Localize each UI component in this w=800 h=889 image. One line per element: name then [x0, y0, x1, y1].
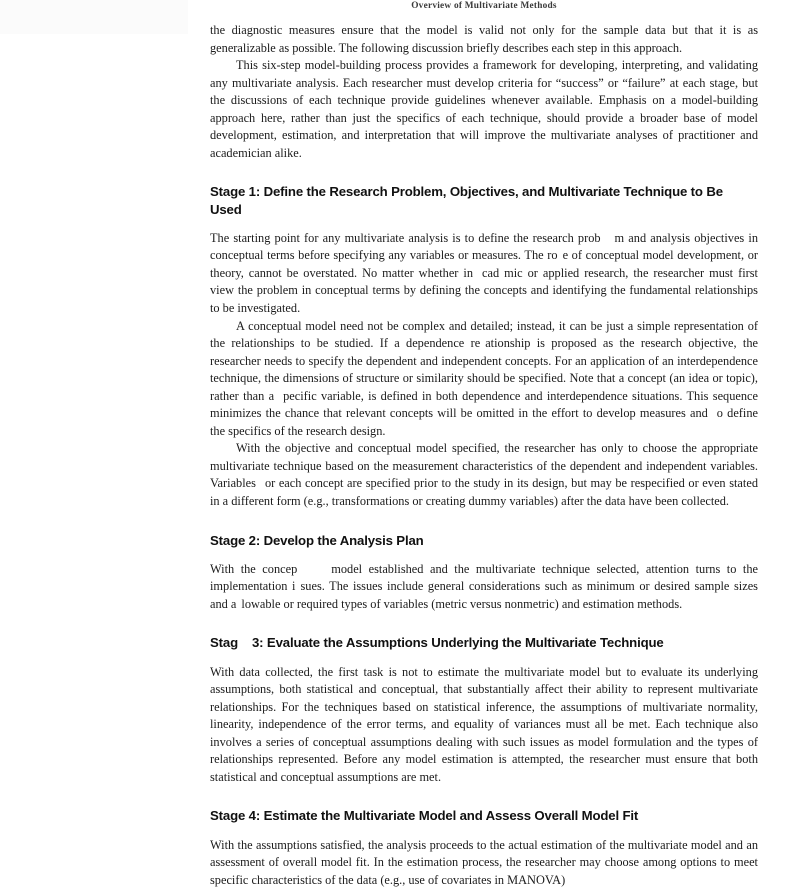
- text-run: With the objective and conceptual model specified, the researcher has only to choose the appropriate multivariate technique based on the measurement characteristics of the dependent and independent variables. Variables: [210, 441, 758, 491]
- heading-text-run: 3: Evaluate the Assumptions Underlying the Multivariate Technique: [251, 635, 664, 651]
- text-run: mic or applied research, the researcher must first view the problem in conceptual terms by defining the concepts and identifying the fundamental relationships to be investigated.: [210, 265, 758, 315]
- text-run: With the concep: [210, 561, 298, 576]
- paragraph-six-step-process: This six-step model-building process provides a framework for developing, interpreting, and validating any multivariate analysis. Each researcher must develop criteria for “success” or “failure” at each stage, but the discussions of each technique provide guidelines whenever available. Emphasis on a model-building approach here, rather than just the specifics of each technique, should provide a broader base of model development, estimation, and interpretation that will improve the multivariate analyses of practitioner and academician alike.: [210, 58, 758, 160]
- paragraph-intro-tail: the diagnostic measures ensure that the model is valid not only for the sample data but that it is as generalizable as possible. The following discussion briefly describes each step in this approach.: [210, 23, 758, 55]
- spacer: [210, 511, 758, 532]
- heading-text-run: Stag: [210, 635, 238, 651]
- text-run: A conceptual model need not be complex and detailed; instead, it can be just a simple representation of the relationships to be studied. If a dependence re: [210, 318, 758, 351]
- spacer: [210, 162, 758, 183]
- spacer: [210, 218, 758, 230]
- text-run: cad: [482, 265, 500, 280]
- heading-stage-4: Stage 4: Estimate the Multivariate Model and Assess Overall Model Fit: [210, 808, 639, 824]
- spacer: [210, 786, 758, 807]
- paragraph-stage1-choose-technique: [210, 440, 758, 510]
- text-run: o define the specifics of the research design.: [210, 406, 758, 438]
- spacer: [210, 825, 758, 837]
- text-run: lowable or required types of variables (metric versus nonmetric) and estimation methods.: [241, 596, 683, 611]
- spacer: [210, 652, 758, 664]
- paragraph-stage4-estimate-model: With the assumptions satisfied, the analysis proceeds to the actual estimation of the multivariate model and an assessment of overall model fit. In the estimation process, the researcher may choose among options to meet specific characteristics of the data (e.g., use of covariates in MANOVA): [210, 837, 758, 887]
- text-run: The starting point for any multivariate analysis is to define the research prob: [210, 230, 601, 245]
- paragraph-stage3-assumptions: With data collected, the first task is not to estimate the multivariate model but to evaluate its underlying assumptions, both statistical and conceptual, that substantially affect their ability to represent multivariate relationships. For the techniques based on statistical inference, the assumptions of multivariate normality, linearity, independence of the error terms, and equality of variances must all be met. Each technique also involves a series of conceptual assumptions dealing with such issues as model formulation and the types of relationships represented. Before any model estimation is attempted, the researcher must ensure that both statistical and conceptual assumptions are met.: [210, 664, 758, 784]
- heading-stage-3: [210, 634, 758, 651]
- heading-stage-2: Stage 2: Develop the Analysis Plan: [210, 532, 424, 548]
- text-column: [210, 22, 758, 889]
- paragraph-stage1-conceptual-model: [210, 318, 758, 441]
- text-run: or each concept are specified prior to the study in its design, but may be respecified or even stated in a different form (e.g., transformations or creating dummy variables) after the data have been collected.: [210, 476, 758, 508]
- text-run: m and analysis objectives in conceptual terms before specifying any variables or measures. The ro: [210, 230, 758, 263]
- text-run: e of conceptual model development, or theory, cannot be overstated. No matter whether in: [210, 248, 758, 280]
- spacer: [210, 549, 758, 561]
- text-run: model established and the multivariate technique selected, attention turns to the implementation i: [210, 561, 758, 594]
- running-header: Overview of Multivariate Methods: [411, 1, 557, 11]
- spacer: [210, 613, 758, 634]
- text-run: ationship is proposed as the research objective, the researcher needs to specify the dependent and independent concepts. For an application of an interdependence technique, the dimensions of structure or similarity should be specified. Note that a concept (an idea or topic), rather than a: [210, 336, 758, 403]
- text-run: pecific variable, is defined in both dependence and interdependence situations. This sequence minimizes the chance that relevant concepts will be omitted in the effort to develop measures and: [210, 388, 758, 421]
- heading-stage-1: Stage 1: Define the Research Problem, Objectives, and Multivariate Technique to Be Used: [210, 184, 723, 217]
- paragraph-stage2-analysis-plan: [210, 561, 758, 614]
- text-run: sues. The issues include general considerations such as minimum or desired sample sizes and a: [210, 579, 758, 611]
- paragraph-stage1-starting-point: [210, 230, 758, 318]
